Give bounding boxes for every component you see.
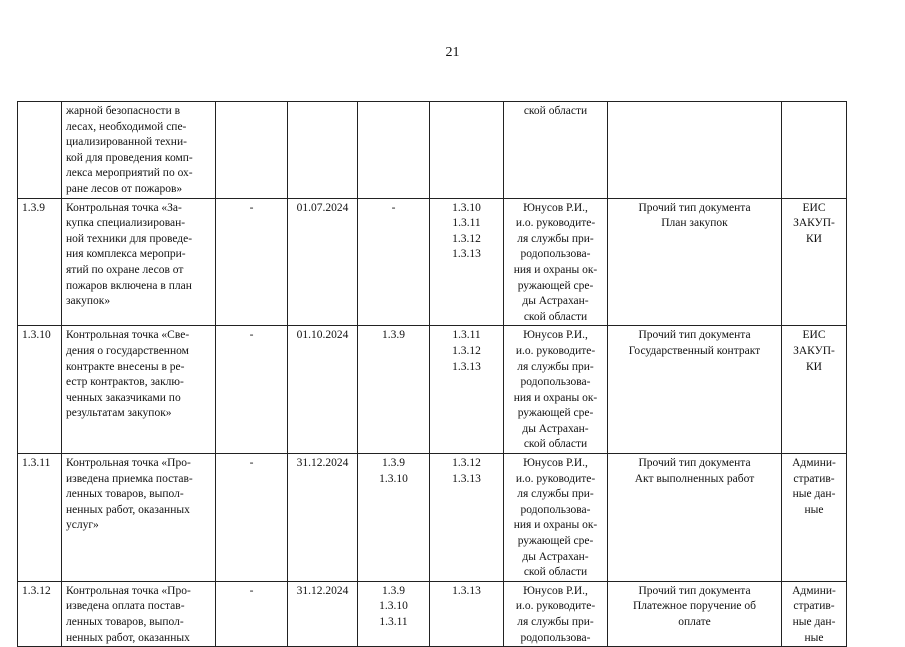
responsible-line: ля службы при- — [517, 232, 594, 245]
responsible-line: и.о. руководите- — [515, 600, 596, 613]
start-date — [216, 102, 288, 199]
responsible-line: и.о. руководите- — [515, 344, 596, 357]
responsible — [504, 454, 608, 582]
name-line: изведена приемка постав- — [66, 472, 193, 485]
successors — [430, 102, 504, 199]
responsible-line: родопользова- — [520, 248, 591, 261]
successors — [430, 454, 504, 582]
table-row — [18, 102, 847, 199]
successor-item: 1.3.13 — [452, 584, 481, 597]
document-line: Прочий тип документа — [638, 584, 751, 597]
end-date: 31.12.2024 — [288, 454, 358, 582]
successor-item: 1.3.10 — [452, 201, 481, 214]
predecessors — [358, 198, 430, 326]
name-line: ленных товаров, выпол- — [66, 616, 184, 628]
responsible-line: ружающей сре- — [517, 279, 594, 292]
name-line: Контрольная точка «Све- — [66, 329, 190, 342]
name-line: естр контрактов, заклю- — [66, 376, 184, 389]
name-line: кой для проведения комп- — [66, 151, 193, 164]
responsible-line: ния и охраны ок- — [513, 391, 598, 404]
name-line: изведена оплата постав- — [66, 600, 185, 613]
table-row — [18, 198, 847, 326]
responsible — [504, 581, 608, 646]
predecessors — [358, 581, 430, 646]
name-line: контракте внесены в ре- — [66, 360, 185, 373]
responsible-line: родопользова- — [520, 376, 591, 389]
name-line: лесах, необходимой спе- — [66, 120, 187, 133]
responsible-line: и.о. руководите- — [515, 217, 596, 230]
system-line: ЗАКУП- — [793, 217, 835, 230]
successor-item: 1.3.11 — [452, 329, 481, 342]
table-row — [18, 326, 847, 454]
responsible-line: ля службы при- — [517, 616, 594, 628]
document-type — [608, 326, 782, 454]
control-point-name — [62, 102, 216, 199]
responsible-line: ской области — [523, 438, 588, 451]
predecessor-item: 1.3.9 — [382, 584, 405, 597]
system-line: ные дан- — [792, 488, 836, 501]
system-line: КИ — [806, 232, 822, 245]
successors — [430, 198, 504, 326]
end-date — [288, 102, 358, 199]
successor-item: 1.3.11 — [452, 217, 481, 230]
control-points-table — [17, 101, 847, 647]
document-line: План закупок — [661, 217, 728, 230]
end-date: 31.12.2024 — [288, 581, 358, 646]
system-line: ЗАКУП- — [793, 344, 835, 357]
predecessors — [358, 102, 430, 199]
responsible-line: ружающей сре- — [517, 535, 594, 548]
name-line: ненных работ, оказанных — [66, 631, 190, 644]
name-line: закупок» — [66, 295, 111, 308]
start-date: - — [216, 326, 288, 454]
successor-item: 1.3.12 — [452, 232, 481, 245]
document-line: Прочий тип документа — [638, 329, 751, 342]
row-number: 1.3.9 — [18, 198, 62, 326]
predecessor-item: 1.3.9 — [382, 457, 405, 470]
document-type — [608, 102, 782, 199]
document-line: Прочий тип документа — [638, 457, 751, 470]
responsible-line: ния и охраны ок- — [513, 263, 598, 276]
responsible-line: ской области — [523, 105, 588, 117]
predecessors — [358, 326, 430, 454]
responsible-line: ской области — [523, 310, 588, 323]
responsible-line: ля службы при- — [517, 488, 594, 501]
name-line: ленных товаров, выпол- — [66, 488, 184, 501]
document-line: Платежное поручение об — [633, 600, 756, 613]
control-point-name — [62, 581, 216, 646]
system-line: Админи- — [792, 457, 836, 470]
predecessor-item: - — [391, 201, 396, 214]
name-line: ченных заказчиками по — [66, 391, 181, 404]
responsible-line: Юнусов Р.И., — [523, 584, 588, 597]
system-line: Админи- — [792, 584, 836, 597]
system-line: стратив- — [793, 472, 835, 485]
responsible-line: ния и охраны ок- — [513, 519, 598, 532]
responsible-line: ружающей сре- — [517, 407, 594, 420]
system-line: ные — [804, 503, 824, 516]
responsible-line: Юнусов Р.И., — [523, 457, 588, 470]
document-type — [608, 198, 782, 326]
information-system — [782, 581, 847, 646]
responsible-line: ля службы при- — [517, 360, 594, 373]
document-line: Государственный контракт — [628, 344, 761, 357]
information-system — [782, 102, 847, 199]
responsible-line: ды Астрахан- — [522, 422, 589, 435]
responsible-line: ды Астрахан- — [522, 295, 589, 308]
end-date: 01.10.2024 — [288, 326, 358, 454]
row-number: 1.3.12 — [18, 581, 62, 646]
name-line: ненных работ, оказанных — [66, 503, 190, 516]
row-number: 1.3.11 — [18, 454, 62, 582]
page-number: 21 — [445, 45, 460, 60]
control-point-name — [62, 454, 216, 582]
control-point-name — [62, 326, 216, 454]
control-point-name — [62, 198, 216, 326]
name-line: пожаров включена в план — [66, 279, 192, 292]
name-line: лекса мероприятий по ох- — [66, 167, 193, 180]
responsible-line: Юнусов Р.И., — [523, 329, 588, 342]
responsible-line: родопользова- — [520, 503, 591, 516]
information-system — [782, 198, 847, 326]
name-line: купка специализирован- — [66, 217, 186, 230]
predecessor-item: 1.3.11 — [379, 616, 408, 628]
name-line: Контрольная точка «Про- — [66, 584, 191, 597]
name-line: дения о государственном — [66, 344, 189, 357]
responsible-line: Юнусов Р.И., — [523, 201, 588, 214]
document-line: Прочий тип документа — [638, 201, 751, 214]
name-line: Контрольная точка «За- — [66, 201, 182, 214]
responsible — [504, 198, 608, 326]
name-line: жарной безопасности в — [66, 105, 181, 117]
row-number — [18, 102, 62, 199]
successor-item: 1.3.13 — [452, 248, 481, 261]
row-number: 1.3.10 — [18, 326, 62, 454]
table-row — [18, 454, 847, 582]
successors — [430, 326, 504, 454]
responsible — [504, 326, 608, 454]
document-line: оплате — [678, 616, 711, 628]
name-line: услуг» — [66, 519, 99, 532]
start-date: - — [216, 454, 288, 582]
successors — [430, 581, 504, 646]
name-line: ния комплекса меропри- — [66, 248, 186, 261]
responsible-line: родопользова- — [520, 631, 591, 644]
start-date: - — [216, 581, 288, 646]
successor-item: 1.3.12 — [452, 457, 481, 470]
system-line: стратив- — [793, 600, 835, 613]
predecessor-item: 1.3.10 — [379, 600, 408, 613]
document-type — [608, 454, 782, 582]
responsible-line: ской области — [523, 566, 588, 579]
successor-item: 1.3.13 — [452, 472, 481, 485]
responsible-line: ды Астрахан- — [522, 550, 589, 563]
name-line: Контрольная точка «Про- — [66, 457, 191, 470]
successor-item: 1.3.12 — [452, 344, 481, 357]
name-line: ятий по охране лесов от — [66, 263, 184, 276]
name-line: ране лесов от пожаров» — [66, 182, 183, 195]
responsible — [504, 102, 608, 199]
predecessor-item: 1.3.9 — [382, 329, 405, 342]
system-line: ные дан- — [792, 616, 836, 628]
start-date: - — [216, 198, 288, 326]
system-line: КИ — [806, 360, 822, 373]
table-body — [18, 102, 847, 647]
predecessor-item: 1.3.10 — [379, 472, 408, 485]
responsible-line: и.о. руководите- — [515, 472, 596, 485]
end-date: 01.07.2024 — [288, 198, 358, 326]
system-line: ные — [804, 631, 824, 644]
system-line: ЕИС — [802, 329, 826, 342]
name-line: циализированной техни- — [66, 136, 187, 149]
document-type — [608, 581, 782, 646]
successor-item: 1.3.13 — [452, 360, 481, 373]
predecessors — [358, 454, 430, 582]
name-line: результатам закупок» — [66, 407, 172, 420]
document-line: Акт выполненных работ — [634, 472, 755, 485]
table-row — [18, 581, 847, 646]
system-line: ЕИС — [802, 201, 826, 214]
information-system — [782, 326, 847, 454]
name-line: ной техники для проведе- — [66, 232, 193, 245]
information-system — [782, 454, 847, 582]
